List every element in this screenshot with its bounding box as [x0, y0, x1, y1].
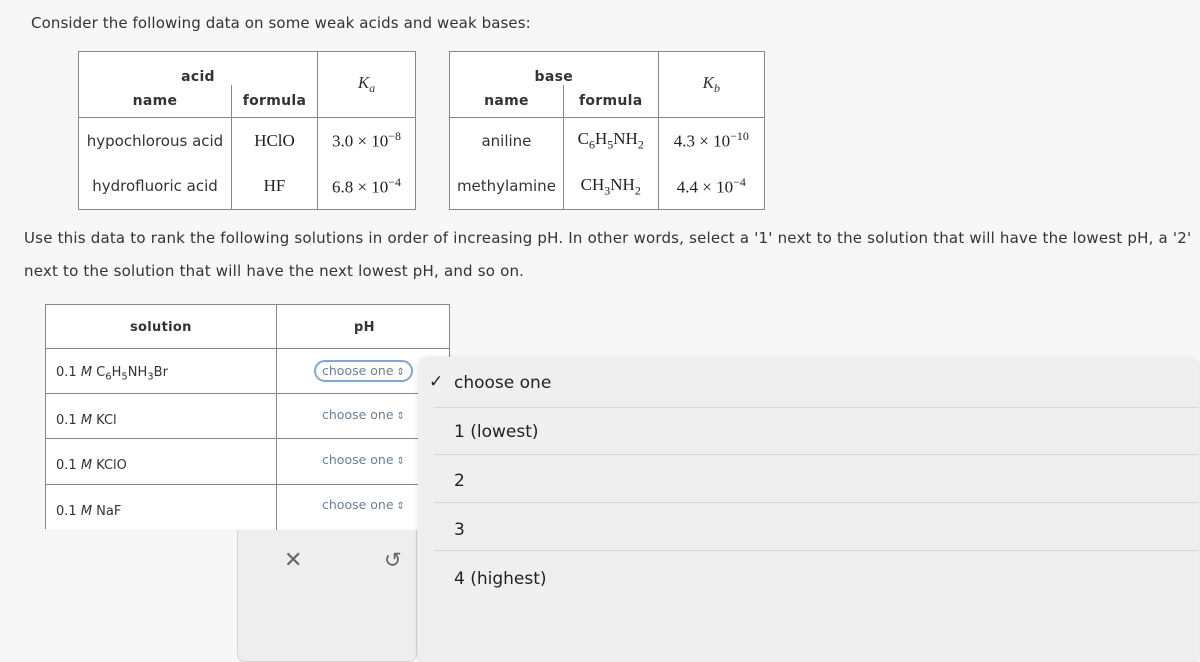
base-col-name: name — [450, 85, 564, 118]
base-formula: $C_6H_5NH_2$ — [563, 118, 658, 164]
acid-name: hypochlorous acid — [79, 118, 232, 164]
ka-header: $K_a$ — [318, 52, 416, 118]
ph-select[interactable]: choose one ⇕ — [316, 405, 411, 427]
ph-select[interactable]: choose one ⇕ — [316, 495, 411, 517]
ph-select[interactable]: choose one ⇕ — [316, 450, 411, 472]
acid-formula: HClO — [232, 118, 318, 164]
ph-select[interactable]: choose one ⇕ — [314, 360, 413, 382]
solution-label: 0.1 M $C_6H_5NH_3Br$ — [56, 365, 168, 383]
solution-header: solution — [130, 320, 192, 335]
base-name: methylamine — [450, 164, 564, 210]
intro-text: Consider the following data on some weak acids and weak bases: — [31, 14, 531, 32]
acid-ka: $3.0 \times 10^{-8}$ — [318, 118, 416, 164]
ph-dropdown-menu — [418, 357, 1198, 662]
checkmark-icon: ✓ — [429, 372, 444, 392]
acid-formula: HF — [232, 164, 318, 210]
acid-table — [78, 51, 416, 210]
table-row — [46, 348, 449, 393]
dropdown-option[interactable]: 2 — [454, 471, 465, 491]
chevron-updown-icon: ⇕ — [396, 367, 405, 378]
base-group-header: base — [450, 52, 659, 85]
ph-header: pH — [354, 320, 375, 335]
solution-label: 0.1 M NaF — [56, 504, 122, 519]
instructions-text: Use this data to rank the following solutions in order of increasing pH. In other words, select a '1' next to the solution that will have the lowest pH, a '2' next to the solution that will have the next lowest pH, and so on. — [24, 229, 1192, 280]
base-kb: $4.4 \times 10^{-4}$ — [658, 164, 764, 210]
undo-icon[interactable]: ↺ — [384, 548, 402, 572]
acid-group-header: acid — [79, 52, 318, 85]
base-table — [449, 51, 765, 210]
base-formula: $CH_3NH_2$ — [563, 164, 658, 210]
solution-label: 0.1 M KClO — [56, 458, 127, 473]
base-col-formula: formula — [563, 85, 658, 118]
dropdown-option[interactable]: choose one — [454, 373, 552, 393]
x-icon[interactable]: ✕ — [284, 548, 303, 573]
solution-label: 0.1 M KCl — [56, 413, 117, 428]
dropdown-option[interactable]: 1 (lowest) — [454, 422, 539, 442]
chevron-updown-icon: ⇕ — [396, 411, 405, 422]
divider — [434, 407, 1198, 408]
divider — [434, 550, 1198, 551]
table-row — [46, 484, 449, 530]
divider — [434, 454, 1198, 455]
table-row — [46, 393, 449, 438]
dropdown-option[interactable]: 3 — [454, 520, 465, 540]
answer-tools — [237, 530, 417, 662]
acid-col-name: name — [79, 85, 232, 118]
acid-ka: $6.8 \times 10^{-4}$ — [318, 164, 416, 210]
ranking-table — [45, 304, 450, 529]
acid-col-formula: formula — [232, 85, 318, 118]
table-row — [46, 438, 449, 484]
chevron-updown-icon: ⇕ — [396, 456, 405, 467]
dropdown-option[interactable]: 4 (highest) — [454, 569, 547, 589]
base-kb: $4.3 \times 10^{-10}$ — [658, 118, 764, 164]
chevron-updown-icon: ⇕ — [396, 501, 405, 512]
kb-header: $K_b$ — [658, 52, 764, 118]
acid-name: hydrofluoric acid — [79, 164, 232, 210]
divider — [434, 502, 1198, 503]
base-name: aniline — [450, 118, 564, 164]
